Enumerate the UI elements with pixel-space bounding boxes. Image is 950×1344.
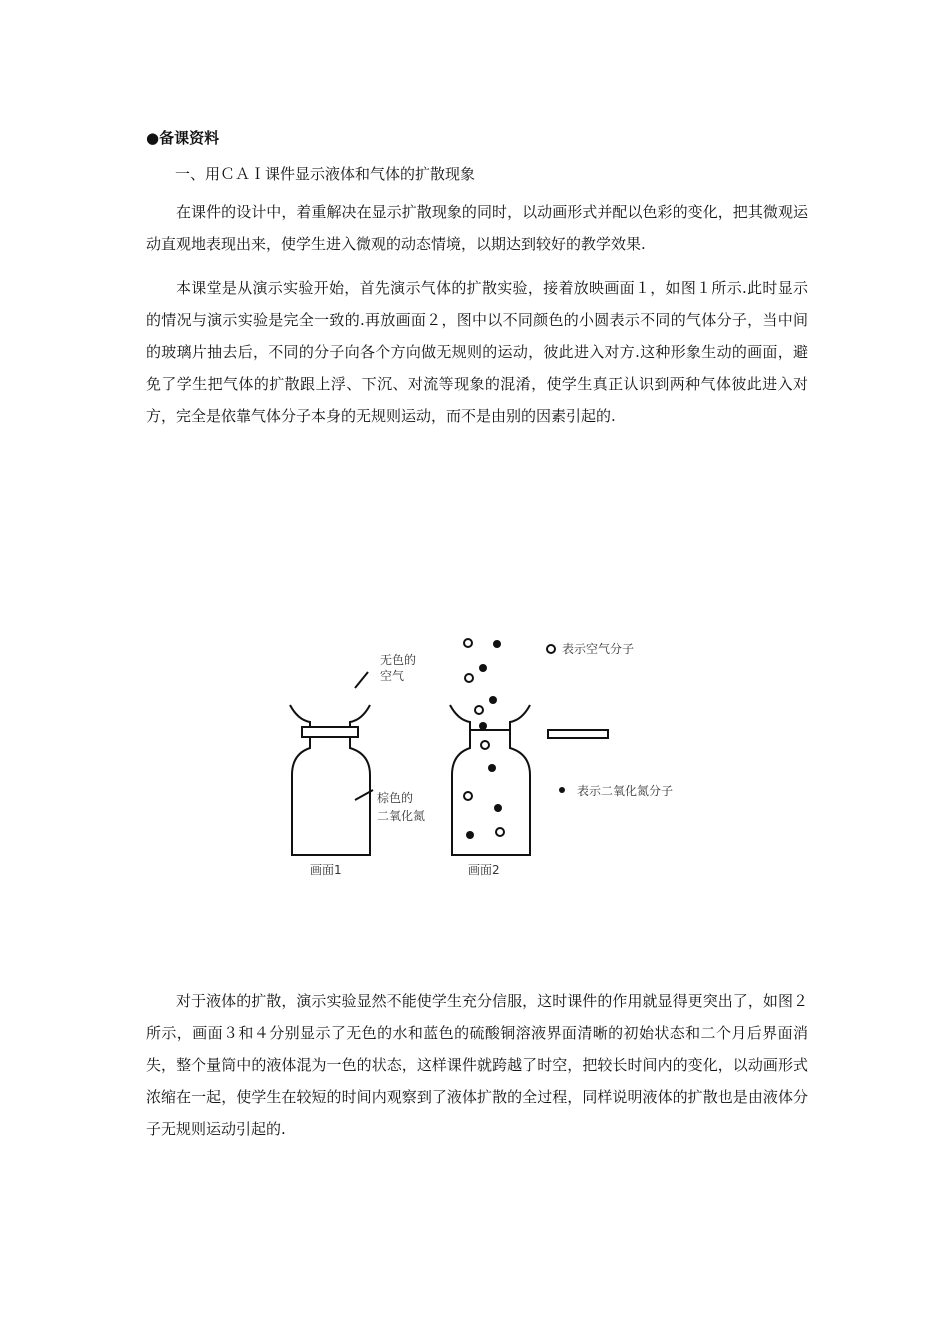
paragraph-liquid-diffusion: 对于液体的扩散，演示实验显然不能使学生充分信服，这时课件的作用就显得更突出了，如图２所示，画面３和４分别显示了无色的水和蓝色的硫酸铜溶液界面清晰的初始状态和二个月后界面消失，整个量筒中的液体混为一色的状态，这样课件就跨越了时空，把较长时间内的变化，以动画形式浓缩在一起，使学生在较短的时间内观察到了液体扩散的全过程，同样说明液体的扩散也是由液体分子无规则运动引起的. [146, 992, 808, 1138]
section-title: 一、用ＣＡＩ课件显示液体和气体的扩散现象 [175, 165, 476, 183]
glass-plate-1 [302, 727, 358, 737]
label-no2-line1: 棕色的 [377, 791, 414, 805]
caption-frame-1: 画面1 [310, 863, 342, 877]
legend-no2: 表示二氧化氮分子 [577, 784, 674, 798]
no2-molecules [466, 640, 502, 839]
paragraph-intro: 在课件的设计中，着重解决在显示扩散现象的同时，以动画形式并配以色彩的变化，把其微观运动直观地表现出来，使学生进入微观的动态情境，以期达到较好的教学效果. [146, 203, 808, 253]
legend-air-symbol [547, 645, 555, 653]
legend-air: 表示空气分子 [562, 642, 635, 656]
legend-no2-symbol [559, 787, 565, 793]
air-jar-2 [450, 705, 530, 730]
frame-1-bottles [290, 672, 373, 855]
diffusion-figure [280, 630, 710, 880]
caption-frame-2: 画面2 [468, 863, 500, 877]
section-heading: ●备课资料 [146, 129, 220, 147]
paragraph-gas-diffusion: 本课堂是从演示实验开始，首先演示气体的扩散实验，接着放映画面１，如图１所示.此时显示的情况与演示实验是完全一致的.再放画面２，图中以不同颜色的小圆表示不同的气体分子，当中间的玻璃片抽去后，不同的分子向各个方向做无规则的运动，彼此进入对方.这种形象生动的画面，避免了学生把气体的扩散跟上浮、下沉、对流等现象的混淆，使学生真正认识到两种气体彼此进入对方，完全是依靠气体分子本身的无规则运动，而不是由别的因素引起的. [146, 279, 808, 425]
air-jar [290, 705, 370, 727]
glass-plate-removed [548, 730, 608, 738]
frame-2-bottles [450, 705, 608, 855]
no2-jar-2 [452, 730, 530, 855]
label-no2-line2: 二氧化氮 [377, 809, 426, 823]
no2-jar [292, 737, 370, 855]
label-air-line2: 空气 [380, 669, 405, 683]
label-air-line1: 无色的 [380, 653, 417, 667]
